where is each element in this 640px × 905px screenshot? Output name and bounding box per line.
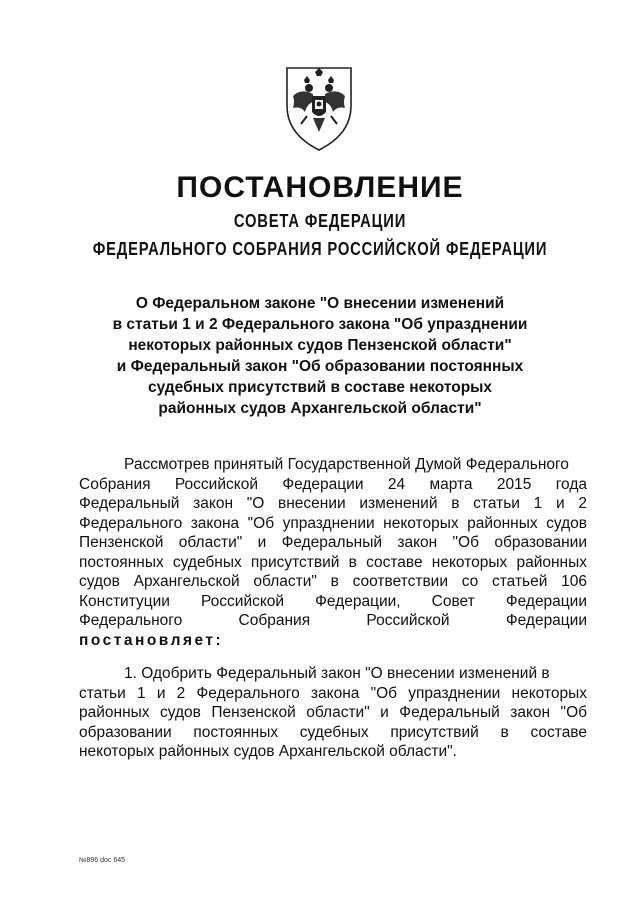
document-code: №896 doc 645: [79, 857, 126, 864]
considering-paragraph: [79, 455, 587, 650]
document-title: ПОСТАНОВЛЕНИЕ: [176, 171, 464, 204]
resolution-subject: [60, 293, 580, 419]
subject-line: и Федеральный закон "Об образовании постоянных: [116, 358, 524, 375]
paragraph-line: Пензенской области" и Федеральный закон "Об образовании: [79, 534, 587, 551]
subject-line: в статьи 1 и 2 Федерального закона "Об упразднении: [112, 316, 528, 333]
subject-line: некоторых районных судов Пензенской области": [128, 337, 512, 354]
paragraph-line: Федеральный закон "О внесении изменений в статьи 1 и 2: [79, 495, 587, 512]
point-1-paragraph: [79, 664, 587, 762]
paragraph-line: Собрания Российской Федерации 24 марта 2015 года: [79, 475, 587, 493]
paragraph-line: судов Архангельской области" в соответствии со статьей 106: [79, 573, 587, 590]
paragraph-line: районных судов Пензенской области" и Федеральный закон "Об: [79, 704, 587, 721]
issuer-line-2: ФЕДЕРАЛЬНОГО СОБРАНИЯ РОССИЙСКОЙ ФЕДЕРАЦИИ: [92, 239, 548, 259]
coat-of-arms-emblem: [279, 62, 359, 154]
subject-line: районных судов Архангельской области": [158, 400, 482, 417]
subject-line: О Федеральном законе "О внесении изменений: [135, 295, 505, 312]
subject-line: судебных присутствий в составе некоторых: [147, 379, 493, 396]
paragraph-line: Федерального Собрания Российской Федерации: [79, 612, 587, 629]
paragraph-line: статьи 1 и 2 Федерального закона "Об упразднении некоторых: [79, 684, 587, 702]
paragraph-line: некоторых районных судов Архангельской области".: [79, 743, 457, 760]
paragraph-line: Конституции Российской Федерации, Совет Федерации: [79, 592, 587, 610]
decree-word: постановляет:: [79, 631, 224, 649]
issuer-line-1: СОВЕТА ФЕДЕРАЦИИ: [233, 211, 407, 231]
paragraph-line: Федерального закона "Об упразднении некоторых районных судов: [79, 514, 587, 532]
paragraph-line: постоянных судебных присутствий в составе некоторых районных: [79, 553, 587, 571]
paragraph-line: 1. Одобрить Федеральный закон "О внесении изменений в: [124, 665, 550, 682]
paragraph-line: Рассмотрев принятый Государственной Думой Федерального: [124, 456, 569, 473]
paragraph-line: образовании постоянных судебных присутствий в составе: [79, 723, 587, 741]
